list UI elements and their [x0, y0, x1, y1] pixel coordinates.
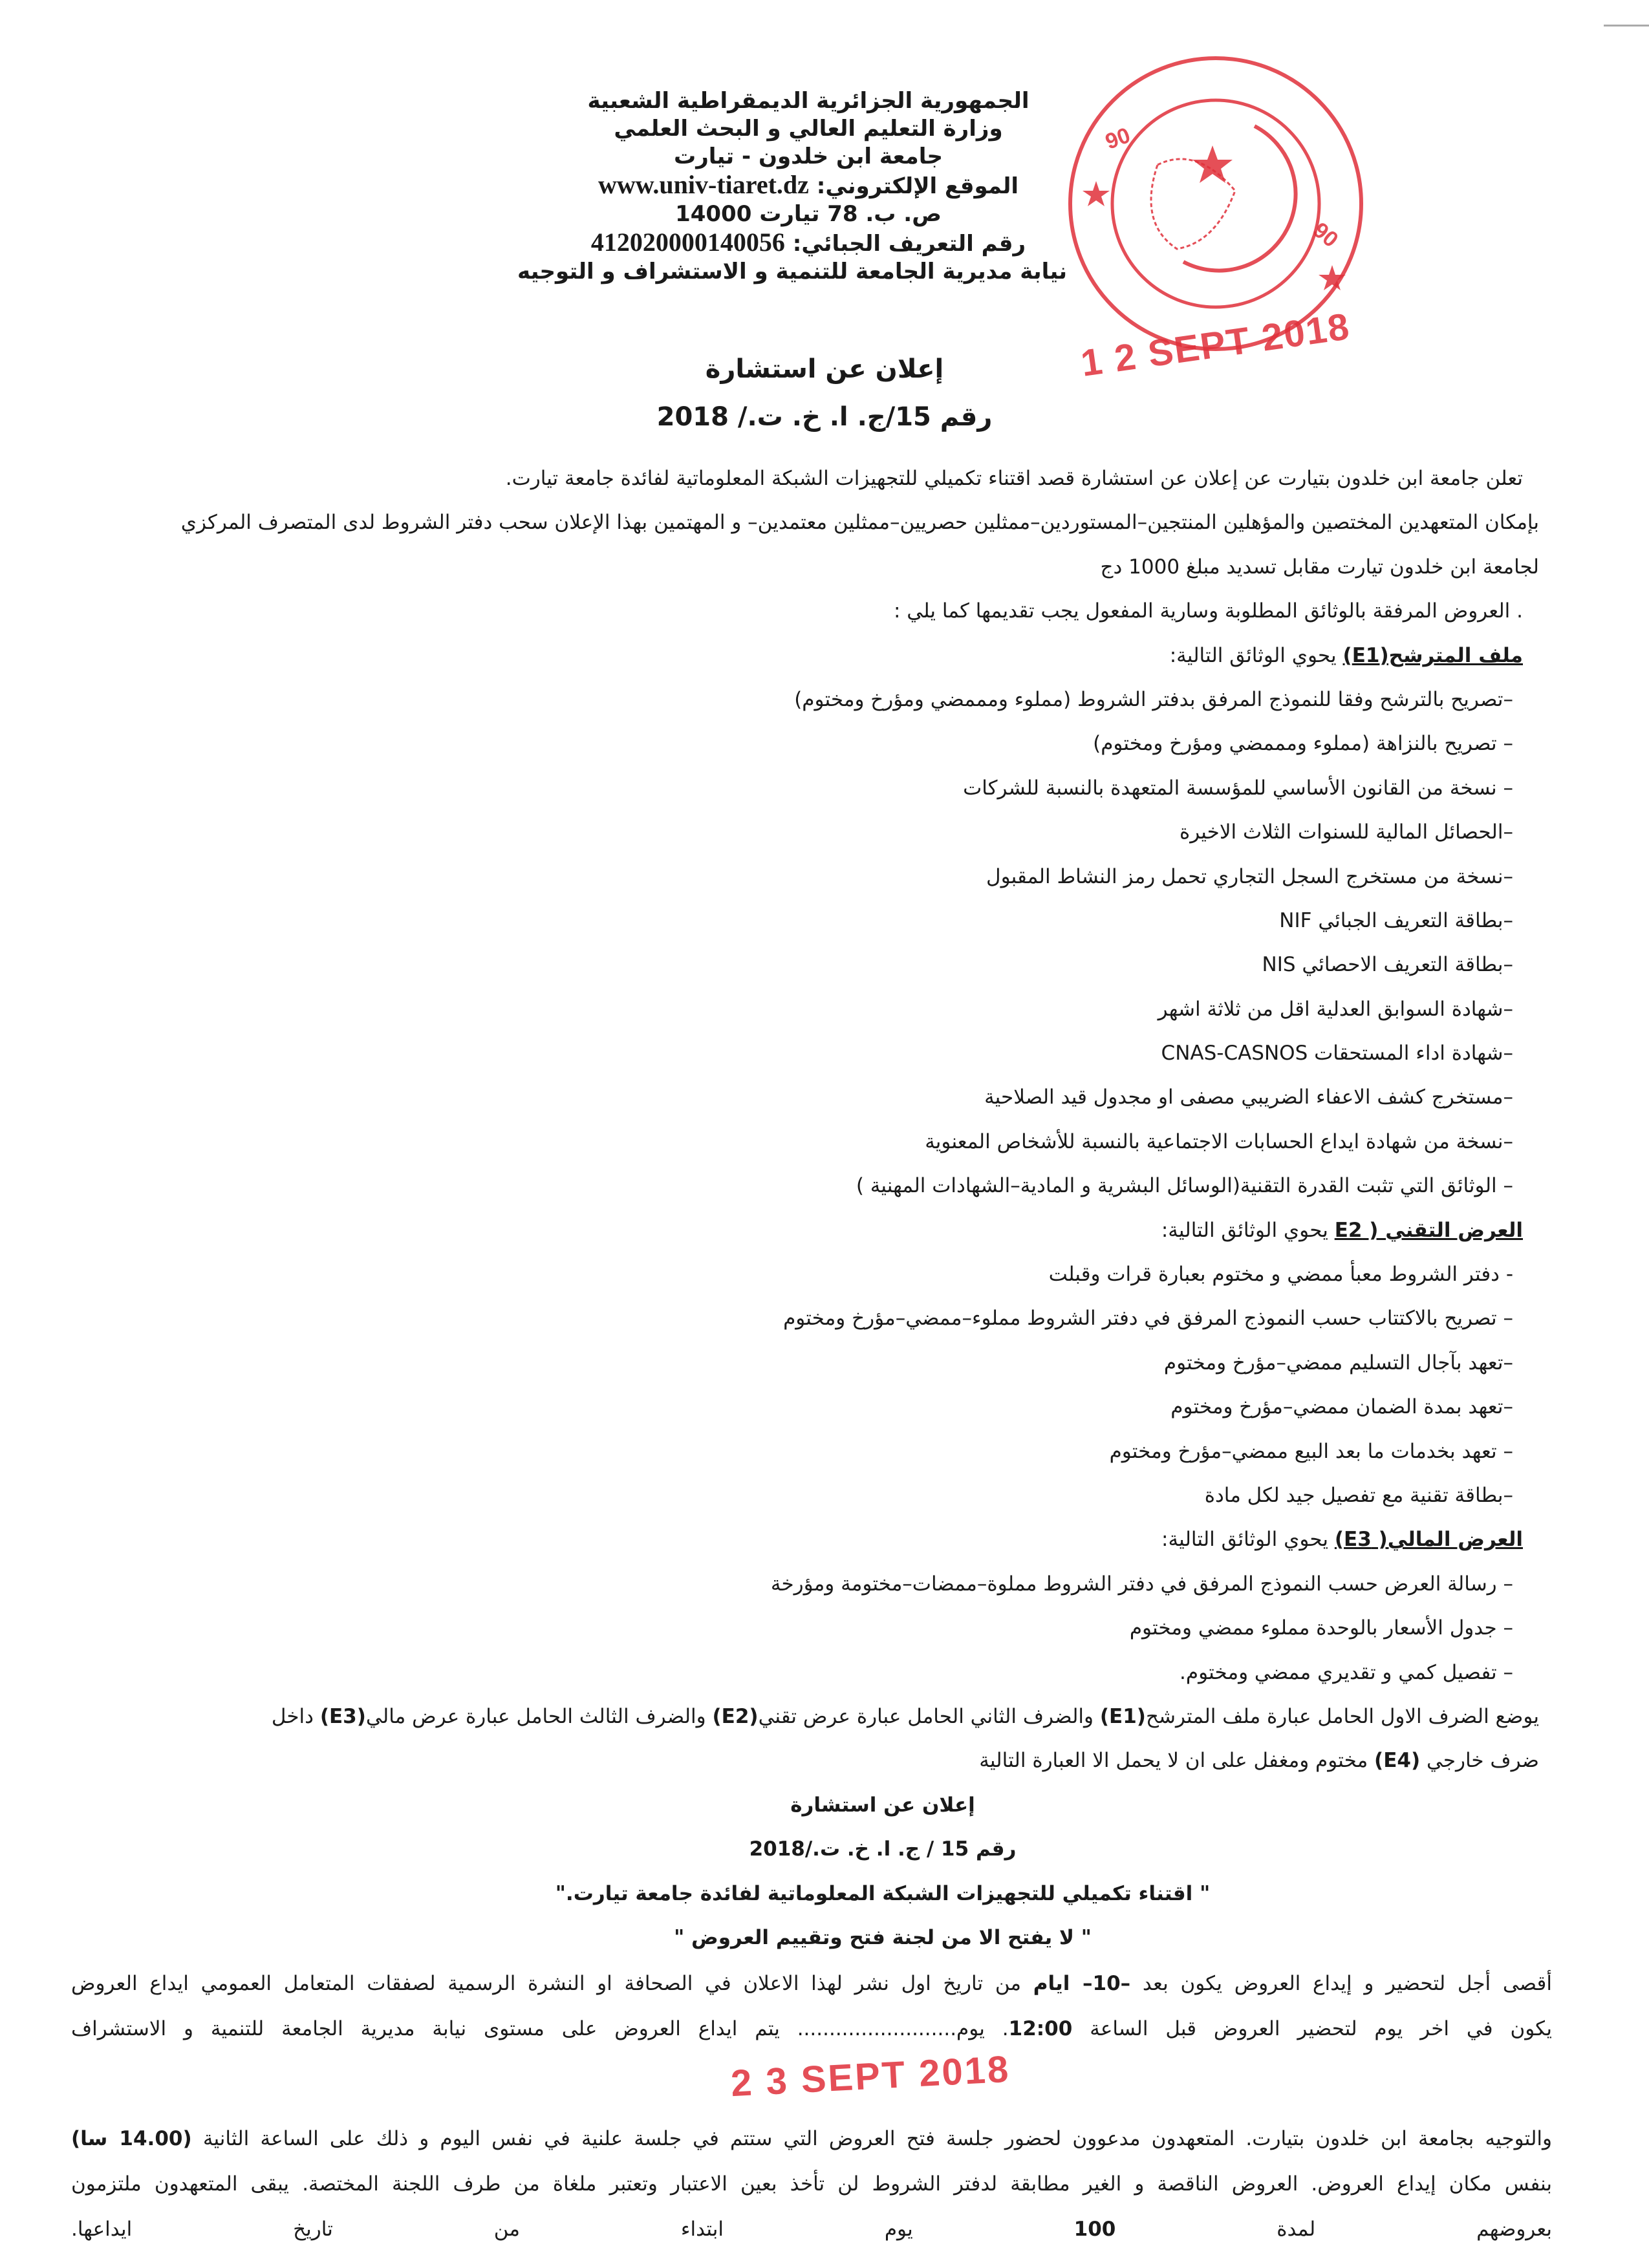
document-requirement-item: – جدول الأسعار بالوحدة مملوء ممضي ومختوم: [1129, 1616, 1513, 1640]
document-requirement-item: – تصريح بالاكتتاب حسب النموذج المرفق في دفتر الشروط مملوء–ممضي–مؤرخ ومختوم: [783, 1307, 1513, 1331]
text-segment: مختوم ومغفل على ان لا يحمل الا العبارة التالية: [979, 1749, 1375, 1773]
document-requirement-item: –تصريح بالترشح وفقا للنموذج المرفق بدفتر الشروط (مملوء ومممضي ومؤرخ ومختوم): [794, 687, 1513, 711]
document-requirement-item: – تعهد بخدمات ما بعد البيع ممضي–مؤرخ ومختوم: [1109, 1439, 1513, 1463]
requirements-list-e1: [103, 678, 1539, 1208]
text-segment: (E4): [1374, 1749, 1421, 1773]
document-title: إعلان عن استشارة: [705, 354, 944, 384]
text-segment: والضرف الثالث الحامل عبارة عرض مالي: [365, 1704, 713, 1728]
website-link[interactable]: www.univ-tiaret.dz: [598, 170, 809, 199]
document-requirement-item: – نسخة من القانون الأساسي للمؤسسة المتعهدة بالنسبة للشركات: [963, 776, 1513, 800]
received-date-stamp: 1 2 SEPT 2018: [1078, 305, 1353, 385]
text-segment: 12:00: [1008, 2017, 1073, 2040]
text-segment: 100: [1073, 2218, 1116, 2241]
tax-label: رقم التعريف الجبائي:: [792, 231, 1026, 257]
intro-line: لجامعة ابن خلدون تيارت مقابل تسديد مبلغ 1000 دج: [1100, 555, 1539, 579]
text-segment: (E3): [319, 1704, 366, 1728]
section-caption: يحوي الوثائق التالية:: [1161, 1528, 1335, 1552]
intro-line: . العروض المرفقة بالوثائق المطلوبة وسارية المفعول يجب تقديمها كما يلي :: [893, 599, 1523, 623]
document-requirement-item: – تفصيل كمي و تقديري ممضي ومختوم.: [1180, 1660, 1513, 1684]
section-label: العرض المالي( E3): [1334, 1528, 1523, 1552]
requirements-list-e3: [103, 1562, 1539, 1695]
text-segment: (E2): [712, 1704, 759, 1728]
document-requirement-item: –تعهد بآجال التسليم ممضي–مؤرخ ومختوم: [1163, 1351, 1513, 1375]
section-heading-e3: [103, 1517, 1539, 1561]
text-segment: يوضع الضرف الاول الحامل عبارة ملف المترشح: [1145, 1704, 1539, 1728]
deadline-line: [71, 2207, 1552, 2252]
text-segment: ضرف خارجي: [1420, 1749, 1539, 1773]
text-segment: داخل: [271, 1704, 320, 1728]
text-segment: يوم ابتداء من تاريخ ايداعها.: [71, 2218, 1074, 2241]
document-requirement-item: – الوثائق التي تثبت القدرة التقنية(الوسائل البشرية و المادية–الشهادات المهنية ): [856, 1174, 1513, 1198]
department: نيابة مديرية الجامعة للتنمية و الاستشراف و التوجيه: [517, 259, 1067, 284]
tax-id: 412020000140056: [590, 228, 785, 257]
section-heading-e2: [103, 1208, 1539, 1252]
letterhead-line: الجمهورية الجزائرية الديمقراطية الشعبية: [587, 88, 1029, 114]
envelope-line: [103, 1695, 1539, 1738]
text-segment: أقصى أجل لتحضير و إيداع العروض يكون بعد: [1130, 1972, 1552, 1995]
envelope-line: [103, 1738, 1539, 1782]
deadline-line: [71, 2006, 1552, 2051]
text-segment: من تاريخ اول نشر لهذا الاعلان في الصحافة او النشرة الرسمية لصفقات المتعامل العمومي ايداع العروض: [71, 1972, 1033, 1995]
po-box: ص. ب. 78 تيارت 14000: [675, 201, 942, 227]
document-requirement-item: –الحصائل المالية للسنوات الثلاث الاخيرة: [1179, 820, 1513, 844]
document-requirement-item: - دفتر الشروط معبأ ممضي و مختوم بعبارة قرات وقبلت: [1048, 1263, 1513, 1287]
text-segment: يكون في اخر يوم لتحضير العروض قبل الساعة: [1072, 2017, 1552, 2040]
website-row: [550, 171, 1067, 200]
intro-line: بإمكان المتعهدين المختصين والمؤهلين المنتجين–المستوردين–ممثلين حصريين–ممثلين معتمدين– و المهتمين بهذا الإعلان سحب دفتر الشروط لدى المتصرف المركزي: [180, 511, 1539, 535]
letterhead: [517, 87, 1067, 286]
letterhead-line: جامعة ابن خلدون - تيارت: [674, 144, 943, 169]
envelope-title: إعلان عن استشارة: [790, 1793, 975, 1817]
text-segment: (14.00 سا): [71, 2127, 192, 2150]
seal-number-bottom: 90: [1308, 217, 1343, 253]
document-requirement-item: –بطاقة التعريف الاحصائي NIS: [1262, 953, 1513, 977]
deadline-paragraph: [71, 1961, 1552, 2252]
section-caption: يحوي الوثائق التالية:: [1161, 1218, 1335, 1242]
section-label: العرض التقني ( E2: [1334, 1218, 1523, 1242]
envelope-reference: رقم 15 / ج. ا. خ. ت./2018: [749, 1837, 1017, 1861]
document-requirement-item: –تعهد بمدة الضمان ممضي–مؤرخ ومختوم: [1170, 1395, 1513, 1419]
scan-mark: [1604, 25, 1649, 27]
letterhead-line: وزارة التعليم العالي و البحث العلمي: [614, 116, 1003, 142]
deadline-line: بنفس مكان إيداع العروض. العروض الناقصة و الغير مطابقة لدفتر الشروط لن تأخذ بعين الاعتبار وتعتبر ملغاة من طرف اللجنة المختصة. يبقى المتعهدون ملتزمون: [71, 2172, 1552, 2196]
document-reference: رقم 15/ج. ا. خ. ت./ 2018: [656, 402, 993, 432]
document-requirement-item: –نسخة من مستخرج السجل التجاري تحمل رمز النشاط المقبول: [986, 864, 1513, 888]
document-requirement-item: –شهادة السوابق العدلية اقل من ثلاثة اشهر: [1158, 997, 1513, 1021]
text-segment: (E1): [1099, 1704, 1146, 1728]
document-requirement-item: – تصريح بالنزاهة (مملوء ومممضي ومؤرخ ومختوم): [1093, 732, 1513, 756]
document-requirement-item: –بطاقة التعريف الجبائي NIF: [1279, 908, 1513, 932]
deposit-date-stamp: 2 3 SEPT 2018: [729, 2048, 1011, 2105]
deadline-line: [71, 2116, 1552, 2161]
text-segment: والتوجيه بجامعة ابن خلدون بتيارت. المتعهدون مدعوون لحضور جلسة فتح العروض التي ستتم في جلسة علنية في نفس اليوم و ذلك على الساعة الثانية: [191, 2127, 1552, 2150]
document-requirement-item: –بطاقة تقنية مع تفصيل جيد لكل مادة: [1204, 1483, 1513, 1507]
tax-row: [550, 228, 1067, 258]
deadline-line: [71, 1961, 1552, 2006]
section-heading-e1: [103, 634, 1539, 678]
intro-line: تعلن جامعة ابن خلدون بتيارت عن إعلان عن استشارة قصد اقتناء تكميلي للتجهيزات الشبكة المعلوماتية لفائدة جامعة تيارت.: [505, 467, 1523, 490]
website-label: الموقع الإلكتروني:: [816, 173, 1019, 199]
text-segment: بعروضهم لمدة: [1116, 2218, 1552, 2241]
text-segment: والضرف الثاني الحامل عبارة عرض تقني: [758, 1704, 1100, 1728]
section-label: ملف المترشح(E1): [1342, 643, 1523, 667]
document-requirement-item: –نسخة من شهادة ايداع الحسابات الاجتماعية بالنسبة للأشخاص المعنوية: [925, 1129, 1513, 1153]
requirements-list-e2: [103, 1252, 1539, 1517]
document-requirement-item: –شهادة اداء المستحقات CNAS-CASNOS: [1161, 1042, 1513, 1065]
envelope-subject: " اقتناء تكميلي للتجهيزات الشبكة المعلوماتية لفائدة جامعة تيارت.": [555, 1881, 1211, 1905]
text-segment: . يوم......................... يتم ايداع العروض على مستوى نيابة مديرية الجامعة للتنمية و الاستشراف: [71, 2017, 1009, 2040]
envelope-warning: " لا يفتح الا من لجنة فتح وتقييم العروض ": [674, 1925, 1092, 1949]
seal-number-top: 90: [1102, 123, 1134, 155]
document-body: [103, 456, 1539, 1960]
section-caption: يحوي الوثائق التالية:: [1169, 643, 1343, 667]
document-requirement-item: – رسالة العرض حسب النموذج المرفق في دفتر الشروط مملوة–ممضات–مختومة ومؤرخة: [770, 1572, 1513, 1596]
document-requirement-item: –مستخرج كشف الاعفاء الضريبي مصفى او مجدول قيد الصلاحية: [984, 1086, 1513, 1109]
text-segment: –10– ايام: [1033, 1972, 1131, 1995]
